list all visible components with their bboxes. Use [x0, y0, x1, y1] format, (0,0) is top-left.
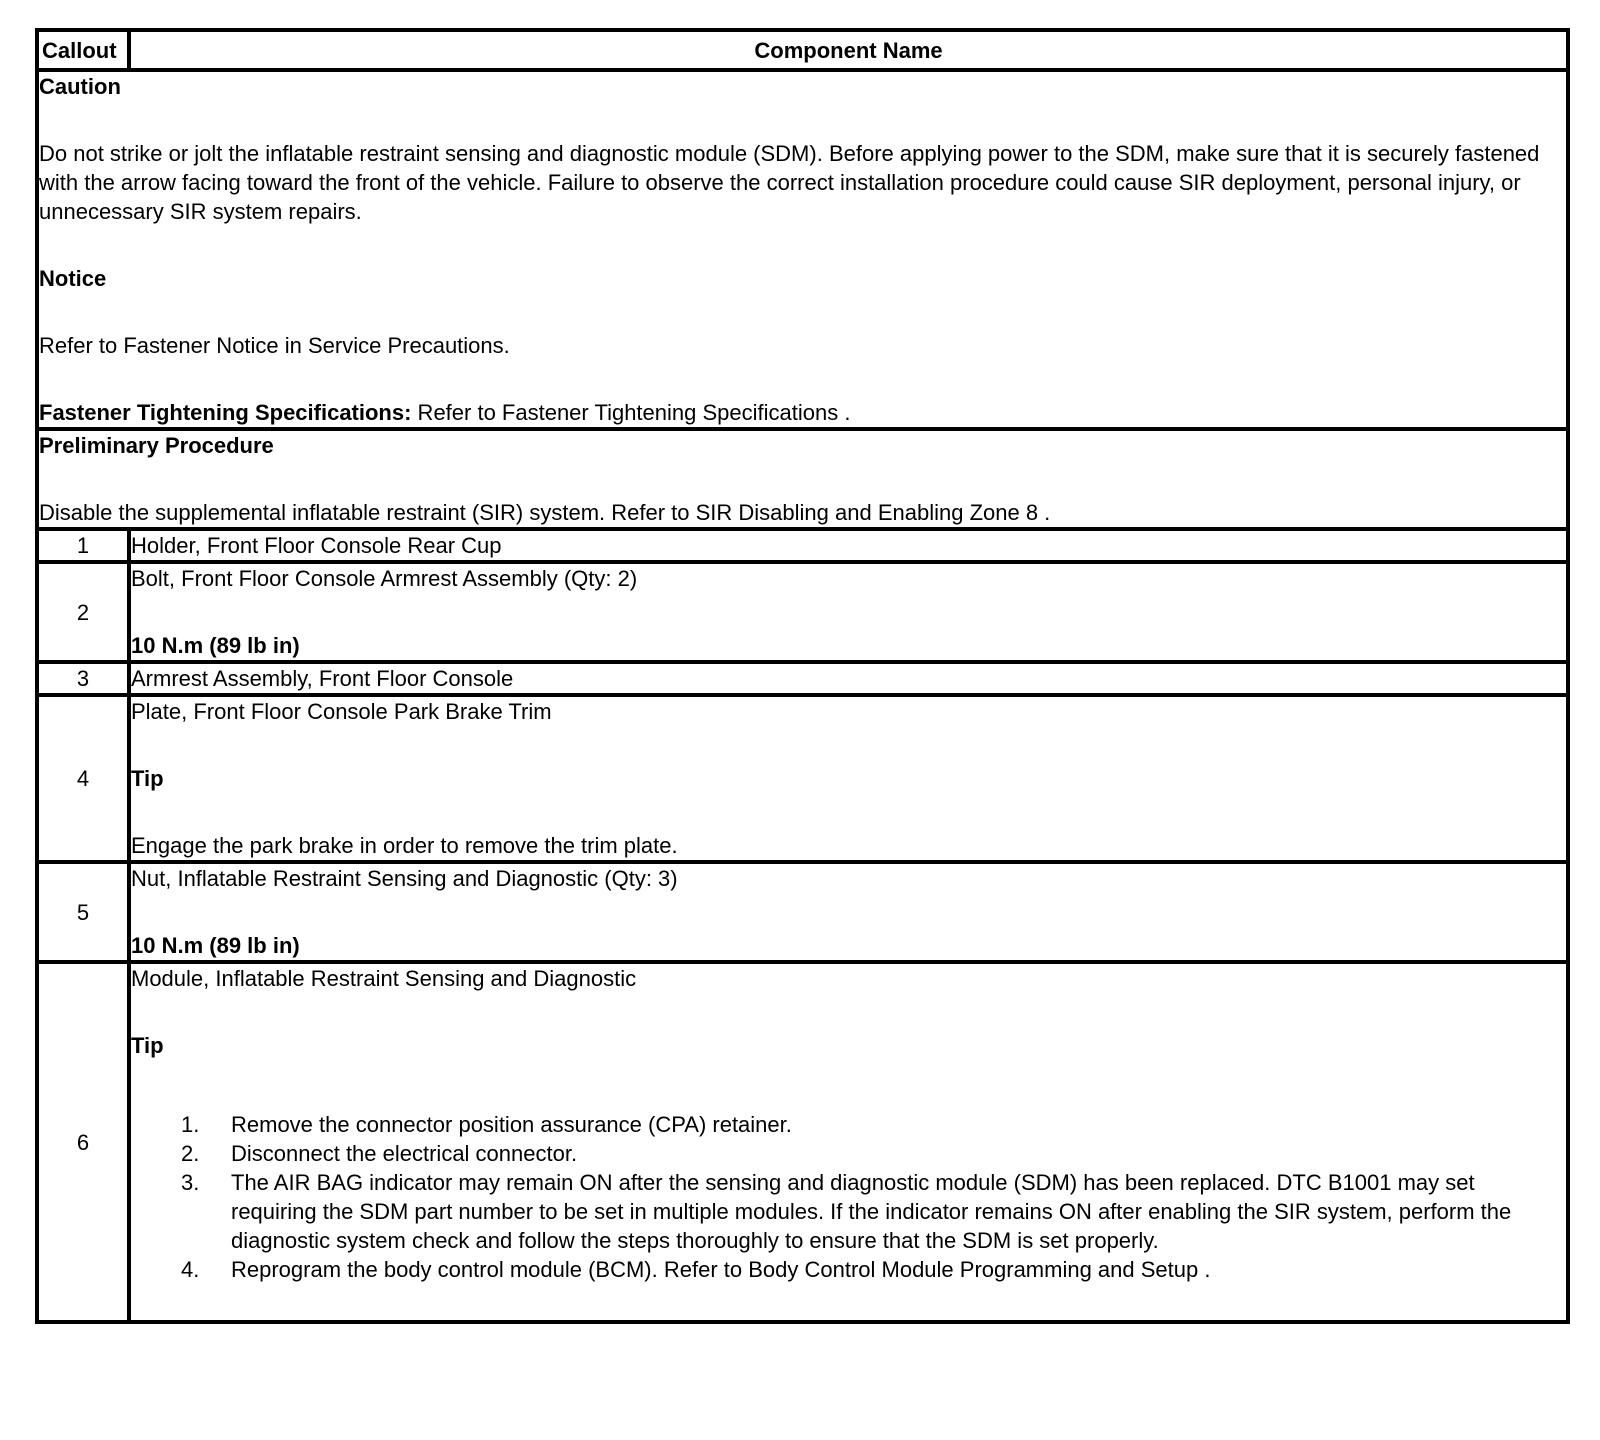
- header-row: [37, 30, 1568, 70]
- notice-text: Refer to Fastener Notice in Service Precautions.: [39, 333, 510, 358]
- callout-number: 4: [37, 695, 129, 862]
- step-number: 1.: [181, 1112, 200, 1137]
- step-number: 2.: [181, 1141, 200, 1166]
- notice-title: Notice: [39, 266, 107, 291]
- component-cell: [129, 695, 1568, 862]
- list-item: [131, 1110, 1566, 1139]
- component-table: [35, 28, 1570, 1324]
- table-row: [37, 695, 1568, 862]
- callout-number: 6: [37, 962, 129, 1322]
- torque-spec: 10 N.m (89 lb in): [131, 633, 300, 658]
- step-text: Remove the connector position assurance (CPA) retainer.: [231, 1112, 792, 1137]
- fastener-spec-label: Fastener Tightening Specifications:: [39, 400, 412, 425]
- preliminary-block: [37, 429, 1568, 529]
- component-cell: [129, 962, 1568, 1322]
- table-row: [37, 962, 1568, 1322]
- torque-spec: 10 N.m (89 lb in): [131, 933, 300, 958]
- component-name: Holder, Front Floor Console Rear Cup: [129, 529, 1568, 562]
- component-name-header: Component Name: [129, 30, 1568, 70]
- preliminary-title: Preliminary Procedure: [39, 433, 274, 458]
- caution-text: Do not strike or jolt the inflatable restraint sensing and diagnostic module (SDM). Before applying power to the SDM, make sure that it is securely fastened with the arrow facing toward the front of the vehicle. Failure to observe the correct installation procedure could cause SIR deployment, personal injury, or unnecessary SIR system repairs.: [39, 141, 1540, 224]
- table-row: [37, 529, 1568, 562]
- caution-block: [37, 70, 1568, 429]
- step-number: 4.: [181, 1257, 200, 1282]
- caution-row: [37, 70, 1568, 429]
- component-name: Armrest Assembly, Front Floor Console: [129, 662, 1568, 695]
- preliminary-text: Disable the supplemental inflatable restraint (SIR) system. Refer to SIR Disabling and Enabling Zone 8 .: [39, 500, 1051, 525]
- component-cell: [129, 862, 1568, 962]
- list-item: [131, 1139, 1566, 1168]
- step-text: Reprogram the body control module (BCM). Refer to Body Control Module Programming and Setup .: [231, 1257, 1211, 1282]
- component-cell: [129, 562, 1568, 662]
- callout-number: 2: [37, 562, 129, 662]
- tip-title: Tip: [131, 1033, 164, 1058]
- callout-number: 3: [37, 662, 129, 695]
- tip-text: Engage the park brake in order to remove the trim plate.: [131, 833, 678, 858]
- table-row: [37, 662, 1568, 695]
- fastener-spec: [39, 398, 1566, 427]
- preliminary-row: [37, 429, 1568, 529]
- table-row: [37, 562, 1568, 662]
- list-item: [131, 1168, 1566, 1255]
- list-item: [131, 1255, 1566, 1284]
- step-number: 3.: [181, 1170, 200, 1195]
- component-name: Module, Inflatable Restraint Sensing and Diagnostic: [131, 966, 637, 991]
- callout-number: 1: [37, 529, 129, 562]
- tip-title: Tip: [131, 766, 164, 791]
- component-name: Plate, Front Floor Console Park Brake Trim: [131, 699, 552, 724]
- callout-number: 5: [37, 862, 129, 962]
- caution-title: Caution: [39, 74, 121, 99]
- component-name: Nut, Inflatable Restraint Sensing and Diagnostic (Qty: 3): [131, 866, 678, 891]
- step-text: The AIR BAG indicator may remain ON after the sensing and diagnostic module (SDM) has been replaced. DTC B1001 may set requiring the SDM part number to be set in multiple modules. If the indicator remains ON after enabling the SIR system, perform the diagnostic system check and follow the steps thoroughly to ensure that the SDM is set properly.: [231, 1170, 1512, 1253]
- fastener-spec-text: Refer to Fastener Tightening Specifications .: [411, 400, 851, 425]
- callout-header: Callout: [37, 30, 129, 70]
- table-row: [37, 862, 1568, 962]
- component-name: Bolt, Front Floor Console Armrest Assembly (Qty: 2): [131, 566, 638, 591]
- step-text: Disconnect the electrical connector.: [231, 1141, 578, 1166]
- tip-steps-list: [131, 1110, 1566, 1284]
